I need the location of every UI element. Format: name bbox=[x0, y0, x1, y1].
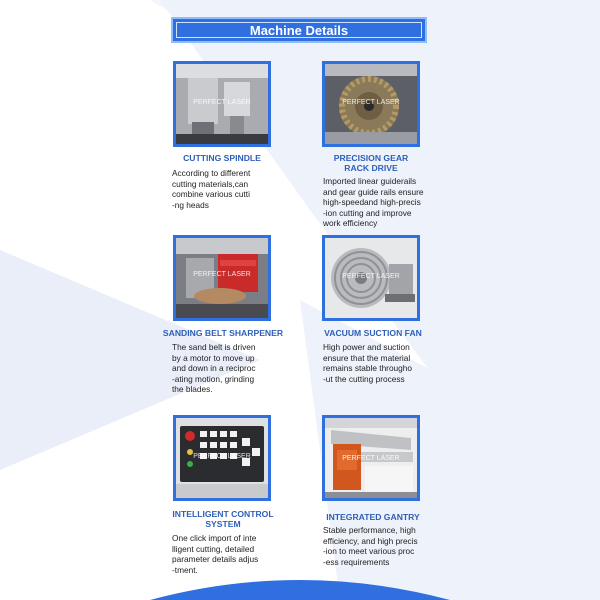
vacuum-fan-description: High power and suction ensure that the material remains stable througho -ut the cutting process bbox=[323, 342, 413, 384]
gantry-description: Stable performance, high efficiency, and high precis -ion to meet various proc -ess requirements bbox=[323, 525, 418, 567]
cutting-spindle-description: According to different cutting materials,can combine various cutti -ng heads bbox=[172, 168, 251, 210]
header-banner bbox=[171, 17, 427, 43]
page-title: Machine Details bbox=[249, 22, 349, 38]
gear-rack-image bbox=[322, 61, 420, 147]
watermark-text-3: PERFECT LASER bbox=[193, 271, 251, 278]
control-system-image bbox=[173, 415, 271, 501]
watermark-text-5: PERFECT LASER bbox=[193, 453, 251, 460]
watermark-text-2: PERFECT LASER bbox=[342, 99, 400, 106]
control-system-title: INTELLIGENT CONTROL SYSTEM bbox=[172, 509, 274, 529]
vacuum-fan-image bbox=[322, 235, 420, 321]
watermark-text-1: PERFECT LASER bbox=[193, 99, 251, 106]
cutting-spindle-title: CUTTING SPINDLE bbox=[183, 153, 261, 163]
gear-rack-description: Imported linear guiderails and gear guide rails ensure high-speedand high-precis -ion cutting and improve work efficiency bbox=[323, 176, 424, 229]
gear-rack-title: PRECISION GEAR RACK DRIVE bbox=[333, 153, 409, 173]
cutting-spindle-image bbox=[173, 61, 271, 147]
control-system-description: One click import of inte lligent cutting, detailed parameter details adjus -tment. bbox=[172, 533, 259, 575]
vacuum-fan-title: VACUUM SUCTION FAN bbox=[324, 328, 422, 338]
sanding-belt-image bbox=[173, 235, 271, 321]
gantry-image bbox=[322, 415, 420, 501]
gantry-title: INTEGRATED GANTRY bbox=[326, 512, 420, 522]
sanding-belt-description: The sand belt is driven by a motor to move up and down in a reciproc -ating motion, grinding the blades. bbox=[172, 342, 256, 395]
watermark-text-4: PERFECT LASER bbox=[342, 273, 400, 280]
watermark-text-6: PERFECT LASER bbox=[342, 455, 400, 462]
sanding-belt-title: SANDING BELT SHARPENER bbox=[162, 328, 284, 338]
